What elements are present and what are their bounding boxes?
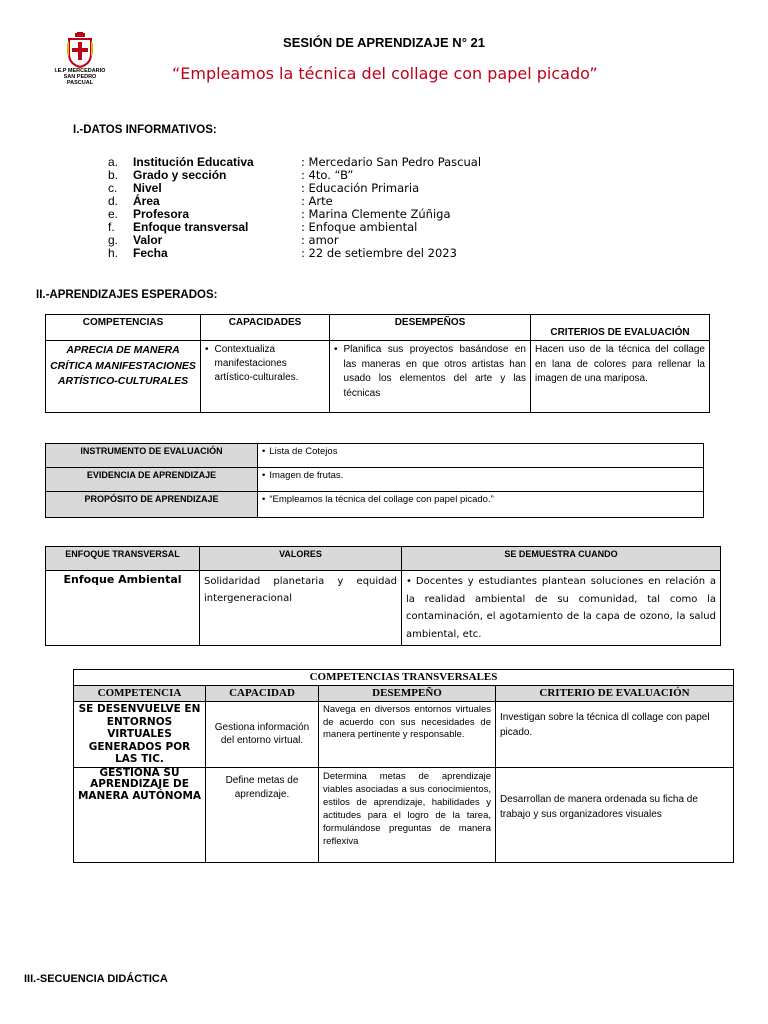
tr-competencia: SE DESENVUELVE EN ENTORNOS VIRTUALES GENERADOS POR LAS TIC. — [74, 702, 206, 768]
enfoque-demuestra — [402, 571, 721, 646]
section-3-heading: III.-SECUENCIA DIDÁCTICA — [24, 973, 168, 985]
info-letter: h. — [108, 246, 119, 260]
info-letter: f. — [108, 220, 115, 234]
session-subtitle: “Empleamos la técnica del collage con papel picado” — [172, 64, 598, 83]
session-title: SESIÓN DE APRENDIZAJE N° 21 — [283, 35, 485, 50]
section-2-heading: II.-APRENDIZAJES ESPERADOS: — [36, 289, 218, 301]
tr-header-capacidad: CAPACIDAD — [206, 686, 319, 702]
eval-value — [258, 444, 704, 468]
info-value: : amor — [301, 233, 339, 247]
info-label: Institución Educativa — [133, 155, 254, 169]
eval-value — [258, 492, 704, 518]
eval-label: INSTRUMENTO DE EVALUACIÓN — [46, 444, 258, 468]
enfoque-header: ENFOQUE TRANSVERSAL — [46, 547, 200, 571]
col-header-capacidades: CAPACIDADES — [201, 315, 330, 341]
enfoque-demuestra-text: Docentes y estudiantes plantean soluciones en relación a la realidad ambiental de su comunidad, tal como la contaminación, el agotamiento de la capa de ozono, la salud ambiental, etc. — [406, 576, 716, 640]
desempeno-cell: • Planifica sus proyectos basándose en las maneras en que otros artistas han usado los elementos del arte y las técnicas — [330, 341, 531, 413]
tr-capacidad: Define metas de aprendizaje. — [206, 767, 319, 862]
competencias-table — [45, 314, 710, 413]
transversales-title: COMPETENCIAS TRANSVERSALES — [74, 670, 734, 686]
info-letter: g. — [108, 233, 119, 247]
competencia-cell: APRECIA DE MANERA CRÍTICA MANIFESTACIONES ARTÍSTICO-CULTURALES — [46, 341, 201, 413]
info-label: Grado y sección — [133, 168, 227, 182]
eval-value-text: Lista de Cotejos — [269, 446, 338, 457]
info-value: : Enfoque ambiental — [301, 220, 418, 234]
capacidad-cell: • Contextualiza manifestaciones artístico-culturales. — [201, 341, 330, 413]
tr-competencia: GESTIONA SU APRENDIZAJE DE MANERA AUTÓNOMA — [74, 767, 206, 862]
info-label: Área — [133, 194, 160, 208]
col-header-criterios: CRITERIOS DE EVALUACIÓN — [531, 315, 710, 341]
eval-value-text: “Empleamos la técnica del collage con papel picado.” — [269, 494, 494, 505]
tr-header-competencia: COMPETENCIA — [74, 686, 206, 702]
logo-line-2: SAN PEDRO PASCUAL — [63, 74, 97, 86]
tr-header-criterio: CRITERIO DE EVALUACIÓN — [496, 686, 734, 702]
info-letter: c. — [108, 181, 118, 195]
logo-line-1: I.E.P MERCEDARIO — [54, 68, 106, 74]
info-label: Valor — [133, 233, 163, 247]
info-letter: b. — [108, 168, 119, 182]
criterio-cell: Hacen uso de la técnica del collage en lana de colores para rellenar la imagen de una mariposa. — [531, 341, 710, 413]
tr-desempeno: Navega en diversos entornos virtuales de acuerdo con sus necesidades de manera pertinente y responsable. — [319, 702, 496, 768]
enfoque-name: Enfoque Ambiental — [46, 571, 200, 646]
section-1-heading: I.-DATOS INFORMATIVOS: — [73, 124, 217, 136]
valores-header: VALORES — [200, 547, 402, 571]
desempeno-text: Planifica sus proyectos basándose en las maneras en que otros artistas han usado los elementos del arte y las técnicas — [343, 344, 526, 399]
info-label: Fecha — [133, 246, 168, 260]
col-header-competencias: COMPETENCIAS — [46, 315, 201, 341]
eval-label: PROPÓSITO DE APRENDIZAJE — [46, 492, 258, 518]
demuestra-header: SE DEMUESTRA CUANDO — [402, 547, 721, 571]
enfoque-table — [45, 546, 721, 646]
evaluation-table — [45, 443, 704, 518]
info-value: : Marina Clemente Zúñiga — [301, 207, 451, 221]
capacidad-text: Contextualiza manifestaciones artístico-culturales. — [214, 344, 299, 383]
tr-header-desempeno: DESEMPEÑO — [319, 686, 496, 702]
tr-capacidad: Gestiona información del entorno virtual. — [206, 702, 319, 768]
info-label: Enfoque transversal — [133, 220, 249, 234]
info-letter: d. — [108, 194, 119, 208]
info-letter: a. — [108, 155, 119, 169]
enfoque-valores: Solidaridad planetaria y equidad intergeneracional — [200, 571, 402, 646]
tr-criterio: Investigan sobre la técnica dl collage con papel picado. — [496, 702, 734, 768]
info-letter: e. — [108, 207, 119, 221]
eval-value — [258, 468, 704, 492]
col-header-desempenos: DESEMPEÑOS — [330, 315, 531, 341]
info-value: : Arte — [301, 194, 333, 208]
transversales-table — [73, 669, 734, 863]
eval-value-text: Imagen de frutas. — [269, 470, 344, 481]
info-value: : 22 de setiembre del 2023 — [301, 246, 457, 260]
info-label: Profesora — [133, 207, 190, 221]
info-value: : Mercedario San Pedro Pascual — [301, 155, 482, 169]
tr-criterio: Desarrollan de manera ordenada su ficha de trabajo y sus organizadores visuales — [496, 767, 734, 862]
info-label: Nivel — [133, 181, 162, 195]
info-value: : Educación Primaria — [301, 181, 420, 195]
info-value: : 4to. “B” — [301, 168, 354, 182]
tr-desempeno: Determina metas de aprendizaje viables asociadas a sus conocimientos, estilos de aprendizaje, habilidades y actitudes para el logro de la tarea, formulándose preguntas de manera reflexiva — [319, 767, 496, 862]
eval-label: EVIDENCIA DE APRENDIZAJE — [46, 468, 258, 492]
